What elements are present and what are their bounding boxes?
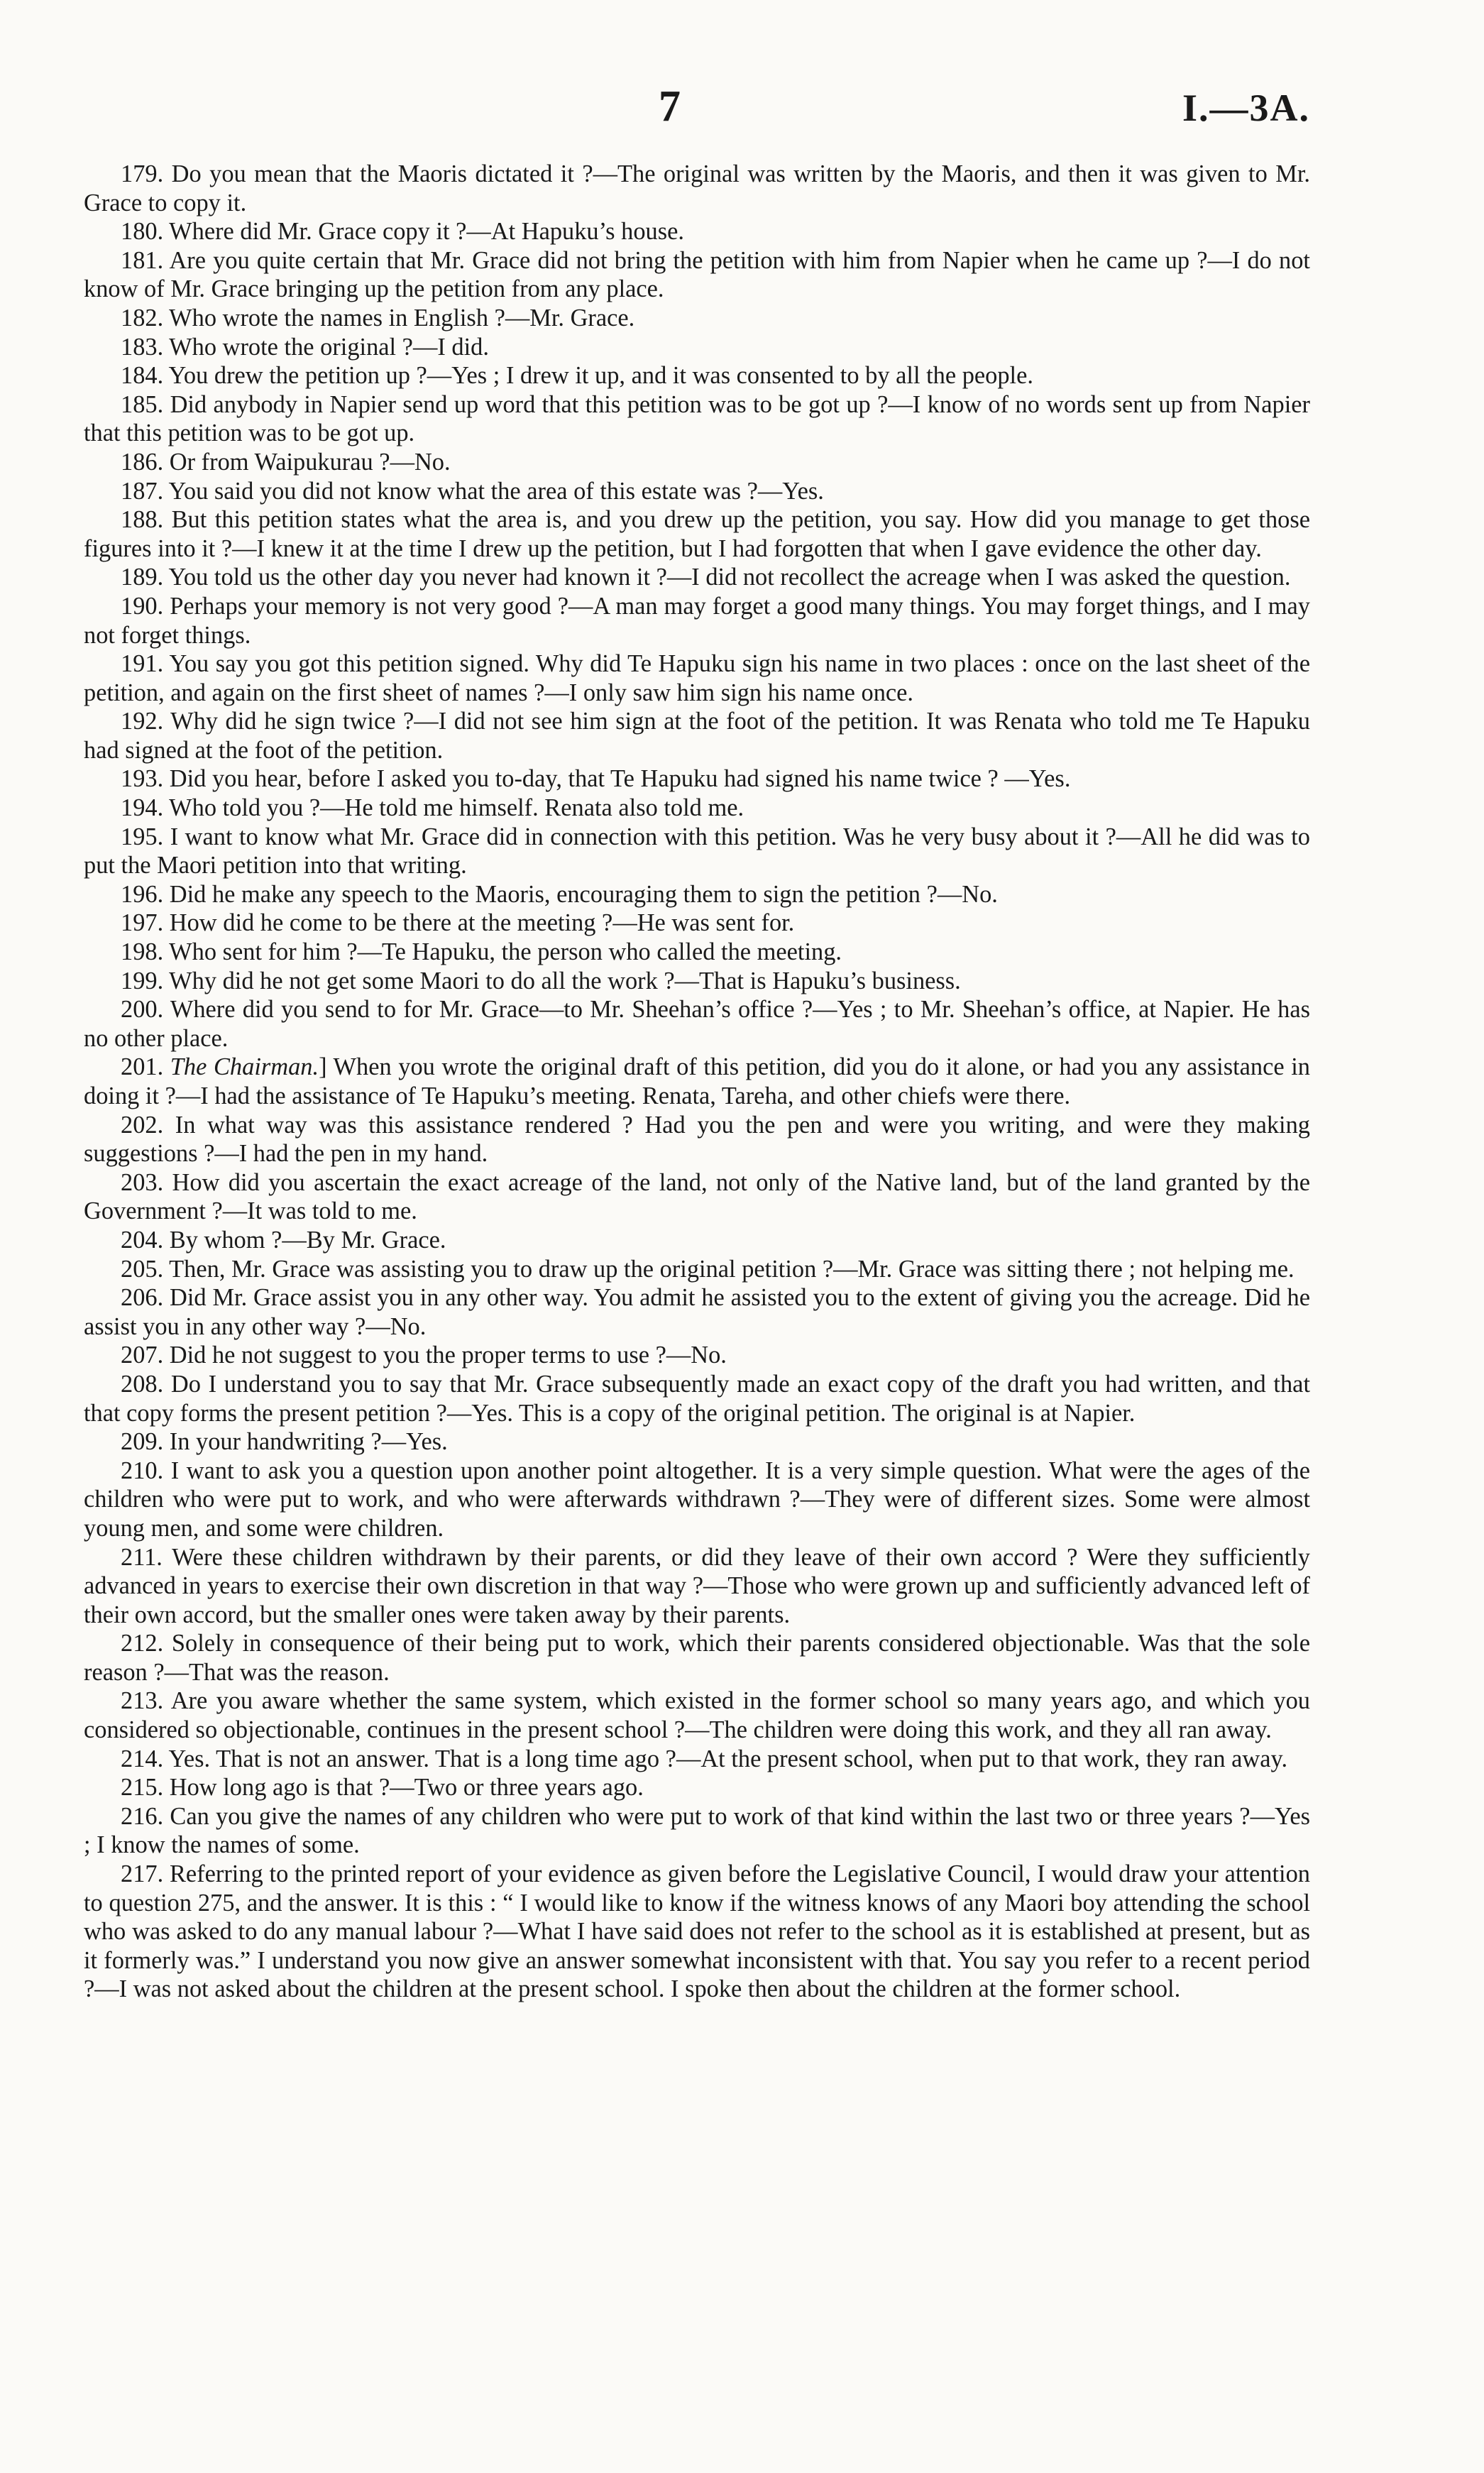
evidence-transcript: [84, 160, 1310, 2004]
question-answer-paragraph: 199. Why did he not get some Maori to do all the work ?—That is Hapuku’s business.: [121, 967, 961, 994]
question-number: 201.: [121, 1053, 170, 1081]
question-answer-paragraph: 183. Who wrote the original ?—I did.: [121, 333, 489, 361]
question-answer-paragraph: 208. Do I understand you to say that Mr. Grace subsequently made an exact copy of the draft you had written, and that that copy forms the present petition ?—Yes. This is a copy of the original petition. The original is at Napier.: [84, 1370, 1310, 1427]
question-answer-paragraph: 205. Then, Mr. Grace was assisting you to draw up the original petition ?—Mr. Grace was sitting there ; not helping me.: [121, 1255, 1295, 1283]
question-answer-paragraph: 196. Did he make any speech to the Maoris, encouraging them to sign the petition ?—No.: [121, 880, 998, 908]
question-answer-paragraph: 202. In what way was this assistance rendered ? Had you the pen and were you writing, and were they making suggestions ?—I had the pen in my hand.: [84, 1111, 1310, 1168]
question-answer-paragraph: 195. I want to know what Mr. Grace did in connection with this petition. Was he very busy about it ?—All he did was to put the Maori petition into that writing.: [84, 823, 1310, 879]
question-answer-paragraph: 206. Did Mr. Grace assist you in any other way. You admit he assisted you to the extent of giving you the acreage. Did he assist you in any other way ?—No.: [84, 1284, 1310, 1340]
question-answer-paragraph: 198. Who sent for him ?—Te Hapuku, the person who called the meeting.: [121, 938, 842, 966]
question-answer-paragraph: 192. Why did he sign twice ?—I did not see him sign at the foot of the petition. It was Renata who told me Te Hapuku had signed at the foot of the petition.: [84, 708, 1310, 764]
speaker-bracket: ]: [319, 1053, 334, 1081]
question-answer-paragraph: 215. How long ago is that ?—Two or three years ago.: [121, 1774, 644, 1802]
question-answer-paragraph: 184. You drew the petition up ?—Yes ; I drew it up, and it was consented to by all the people.: [121, 362, 1033, 390]
question-answer-paragraph: 179. Do you mean that the Maoris dictated it ?—The original was written by the Maoris, and then it was given to Mr. Grace to copy it.: [84, 160, 1310, 216]
question-answer-paragraph: 190. Perhaps your memory is not very good ?—A man may forget a good many things. You may forget things, and I may not forget things.: [84, 592, 1310, 649]
question-answer-paragraph: 186. Or from Waipukurau ?—No.: [121, 448, 451, 476]
question-answer-paragraph: 181. Are you quite certain that Mr. Grace did not bring the petition with him from Napier when he came up ?—I do not know of Mr. Grace bringing up the petition from any place.: [84, 246, 1310, 303]
page-number: 7: [659, 82, 681, 131]
question-answer-paragraph: 191. You say you got this petition signed. Why did Te Hapuku sign his name in two places : once on the last sheet of the petition, and again on the first sheet of names ?—I only saw him sign his name once.: [84, 650, 1310, 706]
question-answer-paragraph: 180. Where did Mr. Grace copy it ?—At Hapuku’s house.: [121, 218, 684, 246]
question-answer-paragraph: 216. Can you give the names of any children who were put to work of that kind within the last two or three years ?—Yes ; I know the names of some.: [84, 1802, 1310, 1859]
question-answer-paragraph: 194. Who told you ?—He told me himself. Renata also told me.: [121, 794, 744, 822]
question-answer-paragraph: 211. Were these children withdrawn by their parents, or did they leave of their own accord ? Were they sufficiently advanced in years to exercise their own discretion in that way ?—Those who were grown up and sufficiently advanced left of their own accord, but the smaller ones were taken away by their parents.: [84, 1543, 1310, 1628]
question-answer-paragraph: 182. Who wrote the names in English ?—Mr. Grace.: [121, 304, 635, 331]
question-answer-paragraph: 209. In your handwriting ?—Yes.: [121, 1428, 448, 1456]
question-answer-paragraph: 189. You told us the other day you never had known it ?—I did not recollect the acreage when I was asked the question.: [121, 564, 1291, 591]
question-answer-paragraph: 193. Did you hear, before I asked you to-day, that Te Hapuku had signed his name twice ? —Yes.: [121, 765, 1071, 793]
paragraph-text: When you wrote the original draft of this petition, did you do it alone, or had you any assistance in doing it ?—I had the assistance of Te Hapuku’s meeting. Renata, Tareha, and other chiefs were there.: [84, 1053, 1311, 1109]
question-answer-paragraph: 197. How did he come to be there at the meeting ?—He was sent for.: [121, 909, 795, 937]
question-answer-paragraph: 210. I want to ask you a question upon another point altogether. It is a very simple question. What were the ages of the children who were put to work, and who were afterwards withdrawn ?—They were of different sizes. Some were almost young men, and some were children.: [84, 1457, 1310, 1542]
question-answer-paragraph: 207. Did he not suggest to you the proper terms to use ?—No.: [121, 1342, 727, 1369]
question-answer-paragraph: 214. Yes. That is not an answer. That is a long time ago ?—At the present school, when put to that work, they ran away.: [121, 1745, 1288, 1772]
speaker-label: The Chairman.: [170, 1053, 319, 1081]
page-header: [84, 82, 1310, 160]
question-answer-paragraph: 188. But this petition states what the area is, and you drew up the petition, you say. How did you manage to get those figures into it ?—I knew it at the time I drew up the petition, but I had forgotten that when I gave evidence the other day.: [84, 506, 1310, 562]
question-answer-paragraph: [84, 1053, 1310, 1110]
question-answer-paragraph: 203. How did you ascertain the exact acreage of the land, not only of the Native land, but of the land granted by the Government ?—It was told to me.: [84, 1168, 1310, 1225]
question-answer-paragraph: 212. Solely in consequence of their being put to work, which their parents considered objectionable. Was that the sole reason ?—That was the reason.: [84, 1630, 1310, 1686]
question-answer-paragraph: 187. You said you did not know what the area of this estate was ?—Yes.: [121, 477, 824, 505]
question-answer-paragraph: 217. Referring to the printed report of your evidence as given before the Legislative Council, I would draw your attention to question 275, and the answer. It is this : “ I would like to know if the witness knows of any Maori boy attending the school who was asked to do any manual labour ?—What I have said does not refer to the school as it is established at present, but as it formerly was.” I understand you now give an answer somewhat inconsistent with that. You say you refer to a recent period ?—I was not asked about the children at the present school. I spoke then about the children at the former school.: [84, 1860, 1310, 2003]
question-answer-paragraph: 204. By whom ?—By Mr. Grace.: [121, 1226, 446, 1254]
question-answer-paragraph: 200. Where did you send to for Mr. Grace—to Mr. Sheehan’s office ?—Yes ; to Mr. Sheehan’s office, at Napier. He has no other place.: [84, 996, 1310, 1052]
document-reference: I.—3A.: [1182, 87, 1310, 129]
question-answer-paragraph: 185. Did anybody in Napier send up word that this petition was to be got up ?—I know of no words sent up from Napier that this petition was to be got up.: [84, 390, 1310, 447]
question-answer-paragraph: 213. Are you aware whether the same system, which existed in the former school so many years ago, and which you considered so objectionable, continues in the present school ?—The children were doing this work, and they all ran away.: [84, 1687, 1310, 1744]
